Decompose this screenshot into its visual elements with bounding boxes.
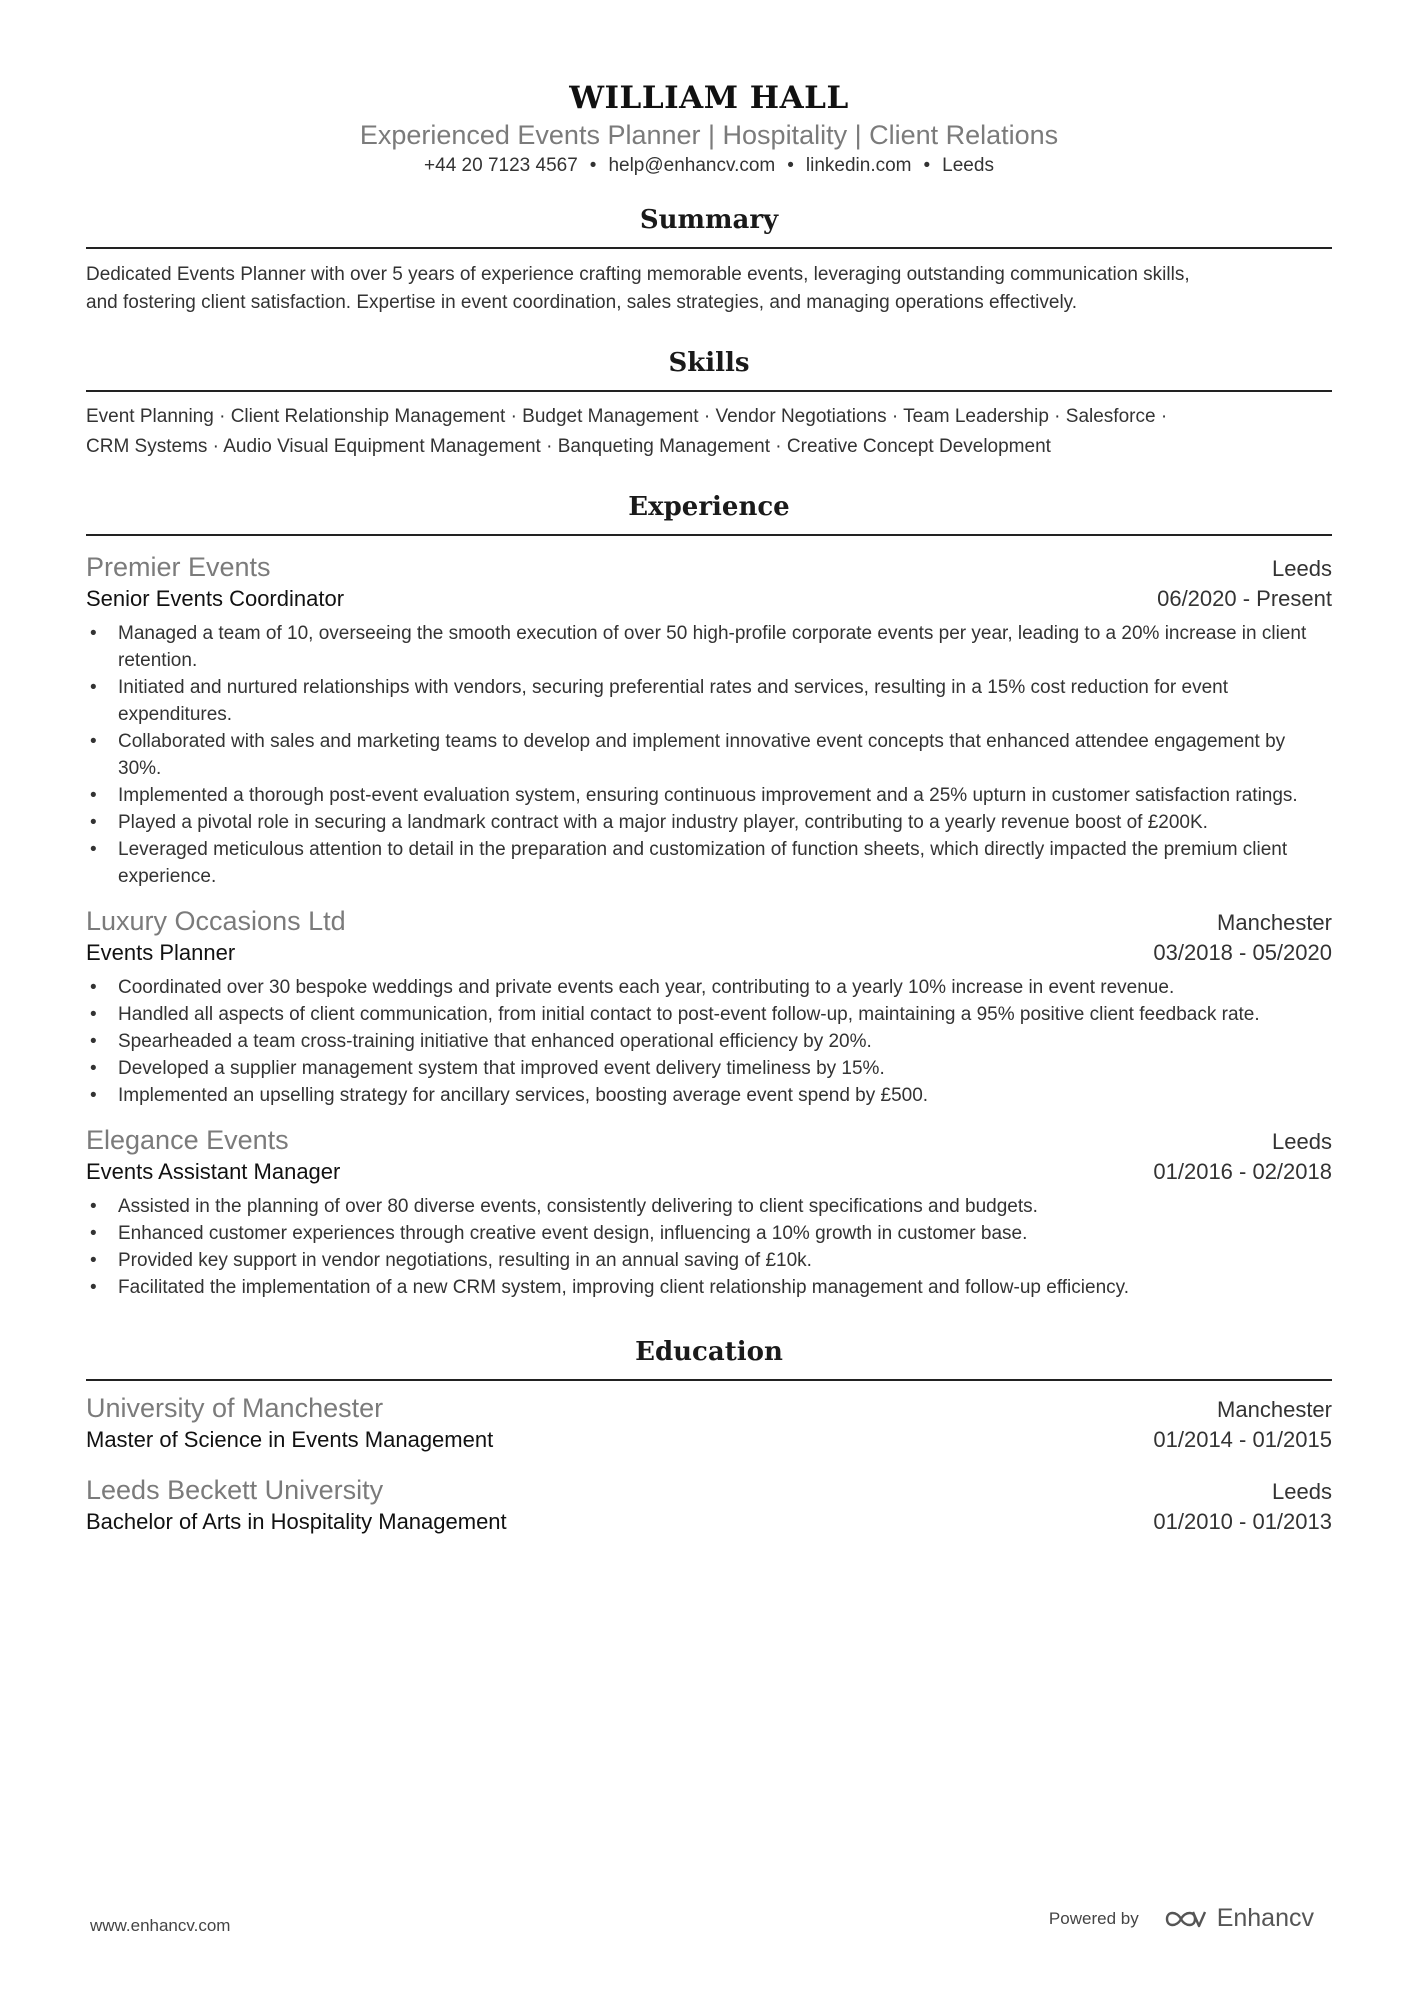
company-name: Premier Events xyxy=(86,552,271,582)
school-location: Manchester xyxy=(1217,1397,1332,1422)
degree: Bachelor of Arts in Hospitality Management xyxy=(86,1509,507,1534)
bullet-separator: • xyxy=(787,155,794,176)
footer-branding xyxy=(1049,1904,1314,1933)
experience-entry xyxy=(86,550,1332,890)
company-name: Elegance Events xyxy=(86,1125,289,1155)
job-title: Events Planner xyxy=(86,940,236,965)
job-dates: 01/2016 - 02/2018 xyxy=(1153,1159,1332,1184)
list-item: • Leveraged meticulous attention to detail in the preparation and customization of function sheets, which directly impacted the premium client experience. xyxy=(86,836,1332,890)
list-item: • Initiated and nurtured relationships with vendors, securing preferential rates and services, resulting in a 15% cost reduction for event expenditures. xyxy=(86,674,1332,728)
brand-name: Enhancv xyxy=(1216,1904,1314,1932)
summary-section xyxy=(86,203,1332,317)
bullet-separator: • xyxy=(589,155,597,176)
list-item: • Implemented an upselling strategy for ancillary services, boosting average event spend by £500. xyxy=(86,1082,1332,1109)
resume-header xyxy=(86,80,1332,179)
list-item: • Implemented a thorough post-event evaluation system, ensuring continuous improvement and a 25% upturn in customer satisfaction ratings. xyxy=(86,782,1332,809)
job-title: Senior Events Coordinator xyxy=(86,586,345,611)
summary-text xyxy=(86,261,1332,317)
list-item: • Facilitated the implementation of a new CRM system, improving client relationship management and follow-up efficiency. xyxy=(86,1274,1332,1301)
job-dates: 03/2018 - 05/2020 xyxy=(1153,940,1332,965)
enhancv-logo-icon xyxy=(1163,1906,1209,1932)
education-dates: 01/2014 - 01/2015 xyxy=(1153,1427,1332,1452)
contact-line xyxy=(86,153,1332,179)
resume-page xyxy=(86,0,1332,1537)
list-item: • Assisted in the planning of over 80 diverse events, consistently delivering to client specifications and budgets. xyxy=(86,1193,1332,1220)
achievement-list xyxy=(86,1193,1332,1301)
job-location: Leeds xyxy=(1272,556,1332,581)
list-item: • Coordinated over 30 bespoke weddings and private events each year, contributing to a yearly 10% increase in event revenue. xyxy=(86,974,1332,1001)
list-item: • Played a pivotal role in securing a landmark contract with a major industry player, contributing to a yearly revenue boost of £200K. xyxy=(86,809,1332,836)
footer-website-link[interactable]: www.enhancv.com xyxy=(90,1916,231,1935)
achievement-list xyxy=(86,620,1332,890)
skills-heading: Skills xyxy=(86,346,1332,392)
achievement-list xyxy=(86,974,1332,1109)
skills-line: CRM Systems · Audio Visual Equipment Management · Banqueting Management · Creative Concept Development xyxy=(86,436,1051,457)
linkedin-link[interactable]: linkedin.com xyxy=(805,155,912,176)
education-entry xyxy=(86,1473,1332,1537)
job-location: Leeds xyxy=(1272,1129,1332,1154)
list-item: • Managed a team of 10, overseeing the smooth execution of over 50 high-profile corporate events per year, leading to a 20% increase in client retention. xyxy=(86,620,1332,674)
job-location: Manchester xyxy=(1217,910,1332,935)
job-dates: 06/2020 - Present xyxy=(1157,586,1332,611)
list-item: • Enhanced customer experiences through creative event design, influencing a 10% growth in customer base. xyxy=(86,1220,1332,1247)
list-item: • Provided key support in vendor negotiations, resulting in an annual saving of £10k. xyxy=(86,1247,1332,1274)
powered-by-label: Powered by xyxy=(1048,1908,1139,1928)
email-link[interactable]: help@enhancv.com xyxy=(608,155,776,176)
skills-list xyxy=(86,402,1332,462)
list-item: • Collaborated with sales and marketing teams to develop and implement innovative event concepts that enhanced attendee engagement by 30%. xyxy=(86,728,1332,782)
list-item: • Developed a supplier management system that improved event delivery timeliness by 15%. xyxy=(86,1055,1332,1082)
school-name: University of Manchester xyxy=(86,1393,384,1423)
list-item: • Handled all aspects of client communication, from initial contact to post-event follow-up, maintaining a 95% positive client feedback rate. xyxy=(86,1001,1332,1028)
school-name: Leeds Beckett University xyxy=(86,1475,384,1505)
experience-section xyxy=(86,490,1332,1301)
education-entry xyxy=(86,1391,1332,1455)
experience-entry xyxy=(86,904,1332,1109)
phone: +44 20 7123 4567 xyxy=(424,155,578,176)
degree: Master of Science in Events Management xyxy=(86,1427,494,1452)
summary-heading: Summary xyxy=(86,203,1332,249)
education-heading: Education xyxy=(86,1335,1332,1381)
job-title: Events Assistant Manager xyxy=(86,1159,341,1184)
experience-entry xyxy=(86,1123,1332,1301)
summary-line: Dedicated Events Planner with over 5 years of experience crafting memorable events, leveraging outstanding communication skills, xyxy=(86,264,1190,285)
bullet-separator: • xyxy=(923,155,931,176)
education-dates: 01/2010 - 01/2013 xyxy=(1153,1509,1332,1534)
school-location: Leeds xyxy=(1272,1479,1332,1504)
company-name: Luxury Occasions Ltd xyxy=(86,906,346,936)
skills-line: Event Planning · Client Relationship Management · Budget Management · Vendor Negotiations · Team Leadership · Salesforce · xyxy=(86,406,1168,427)
enhancv-logo[interactable] xyxy=(1163,1904,1314,1933)
experience-heading: Experience xyxy=(86,490,1332,536)
education-section xyxy=(86,1335,1332,1537)
summary-line: and fostering client satisfaction. Expertise in event coordination, sales strategies, and managing operations effectively. xyxy=(86,292,1078,313)
candidate-title: Experienced Events Planner | Hospitality | Client Relations xyxy=(359,120,1059,150)
candidate-name: WILLIAM HALL xyxy=(569,80,849,116)
skills-section xyxy=(86,346,1332,462)
list-item: • Spearheaded a team cross-training initiative that enhanced operational efficiency by 20%. xyxy=(86,1028,1332,1055)
location: Leeds xyxy=(942,155,994,176)
